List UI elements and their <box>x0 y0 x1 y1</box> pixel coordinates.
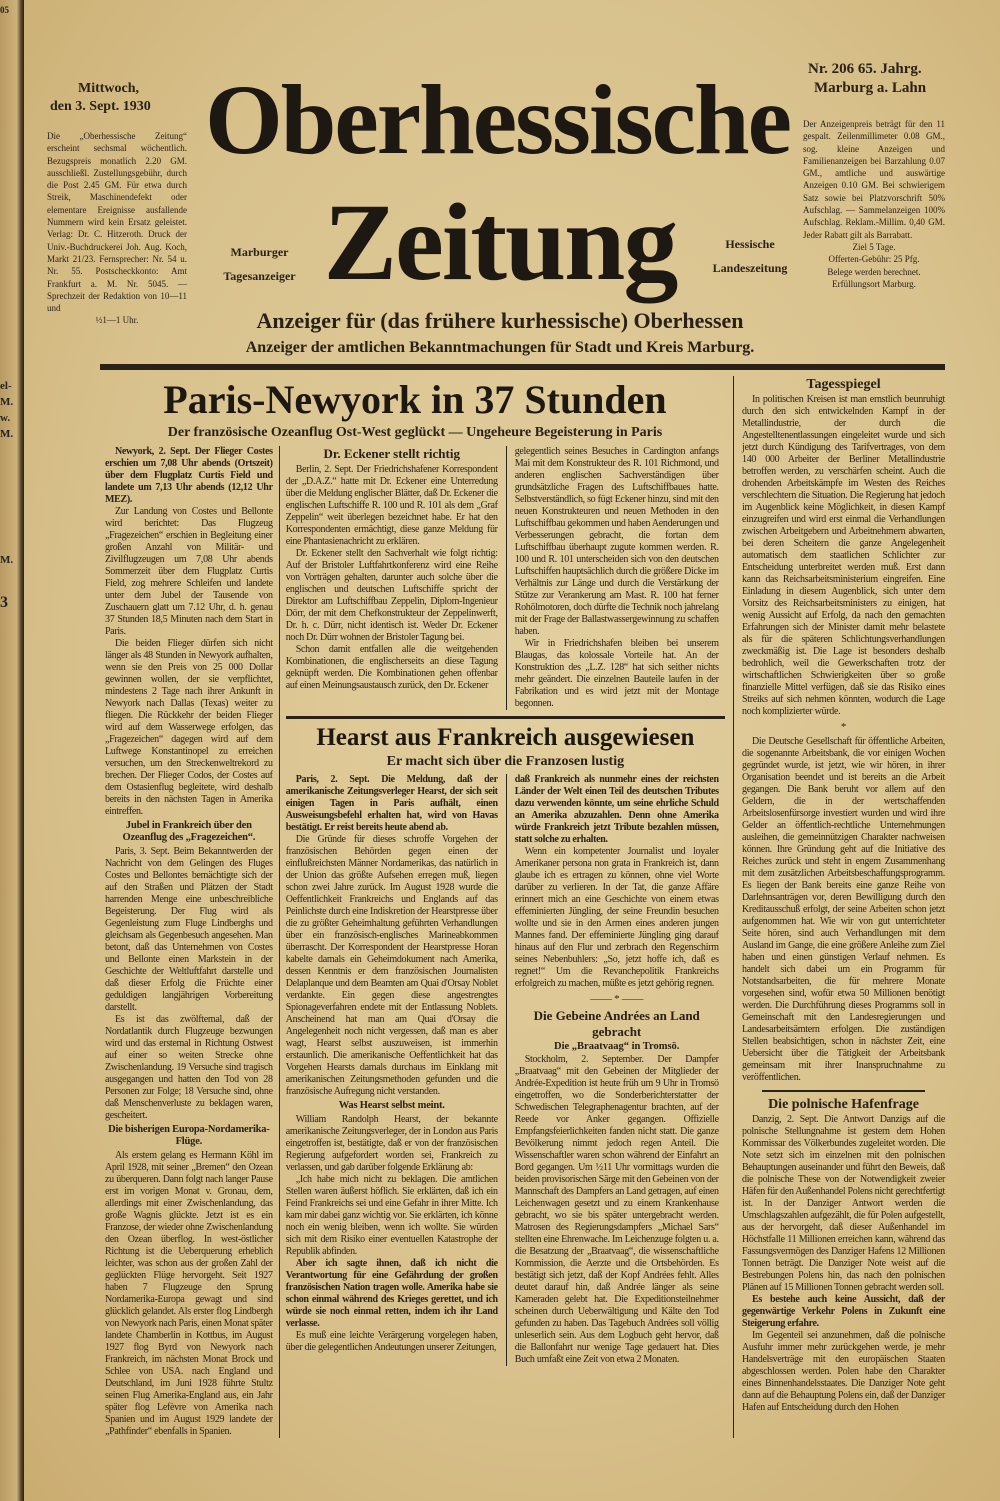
main-content <box>105 376 945 1438</box>
separator-star: —— * —— <box>590 993 644 1005</box>
tagline-official: Anzeiger der amtlichen Bekanntmachungen für Stadt und Kreis Marburg. <box>245 339 755 356</box>
lead-article-column: Newyork, 2. Sept. Der Flieger Costes erschien um 7,08 Uhr abends (Ortszeit) über dem Flugplatz Curtis Field und landete um 7,13 Uhr abends (12,12 Uhr MEZ). Zur Landung von Costes und Bellonte wird berichtet: Das Flugzeug „Fragezeichen“ erschien in Begleitung einer großen Anzahl von Militär- und Zivilflugzeugen um 7,08 Uhr abends Sommerzeit über dem Flugplatz Curtis Field, zog mehrere Schleifen und landete unter dem Jubel der Tausende von Zuschauern glatt um 7.12 Uhr, d. h. genau 37 Stunden 18,5 Minuten nach dem Start in Paris. Die beiden Flieger dürfen sich nicht länger als 48 Stunden in Newyork aufhalten, wenn sie den Preis von 25 000 Dollar gewinnen wollen, der sie verpflichtet, mindestens 2 Tage nach ihrer Ankunft in Newyork nach Dallas (Texas) weiter zu fliegen. Die Rückkehr der beiden Flieger wird auf dem Wasserwege erfolgen, das „Fragezeichen“ dagegen wird auf dem Luftwege Konstantinopel zu erreichen versuchen, um den Streckenweltrekord zu brechen. Der Flieger Codos, der Costes auf dem Ostasienflug begleitete, wird deshalb bereits in den nächsten Tagen in Amerika eintreffen. Jubel in Frankreich über den Ozeanflug des „Fragezeichen“. Paris, 3. Sept. Beim Bekanntwerden der Nachricht von dem Gelingen des Fluges Costes und Bellontes bemächtigte sich der auf den Straßen und Plätzen der Stadt harrenden Menge eine unbeschreibliche Begeisterung. Der Flug wird als Gegenleistung zum Fluge Lindberghs und gleichsam als Gegenbesuch angesehen. Man betont, daß das Unternehmen von Costes und Bellonte einen Markstein in der Geschichte der Weltluftfahrt darstelle und daß dieser Erfolg die Früchte einer geduldigen langjährigen Vorbereitung darstellt. Es ist das zwölftemal, daß der Nordatlantik durch Flugzeuge bezwungen wird und das erstemal in Richtung Ostwest auf einer so weiten Strecke ohne Zwischenlandung. 19 Versuche sind tragisch ausgegangen und hatten den Tod von 28 Personen zur Folge; 18 Versuche sind, ohne daß Menschenverluste zu beklagen waren, gescheitert. Die bisherigen Europa-Nordamerika-Flüge. Als erstem gelang es Hermann Köhl im April 1928, mit seiner „Bremen“ den Ozean zu überqueren. Dann folgt nach langer Pause erst im vorigen Monat v. Gronau, dem, allerdings mit einer Zwischenlandung, das große Wagnis glückte. Jetzt ist es ein Franzose, der wieder ohne Zwischenlandung den Ozean überflog. In west-östlicher Richtung ist die Ueberquerung erheblich leichter, was schon aus der großen Zahl der geglückten Flüge hervorgeht. Seit 1927 haben 7 Flugzeuge den Sprung Nordamerika-Europa gewagt und sind glücklich gelandet. Als erster flog Lindbergh von Newyork nach Paris, einen Monat später landete Chamberlin in Kottbus, im August 1927 flog Byrd von Newyork nach Frankreich, im nächsten Monat Brock und Schlee von USA. nach England und Deutschland, im Juni 1928 führte Stultz seinen Flug Amerika-England aus, ein Jahr später flog Lefèvre von Amerika nach Spanien und im August 1929 landete der „Pathfinder“ ebenfalls in Spanien. <box>105 446 273 1437</box>
date: den 3. Sept. 1930 <box>50 99 151 114</box>
hafenfrage-article: Danzig, 2. Sept. Die Antwort Danzigs auf die polnische Stellungnahme ist gestern dem Hohen Kommissar des Völkerbundes zugeleitet worden. Die Note setzt sich im einzelnen mit den polnischen Behauptungen auseinander und führt den Beweis, daß die polnische These von der Notwendigkeit zweier Häfen für den Außenhandel Polens nicht gerechtfertigt ist. In der Danziger Antwort werden die Umschlagszahlen aufgezählt, die für Polen aufgestellt, aus der hervorgeht, daß dieser Außenhandel im Höchstfalle 11 Millionen erreichen kann, während das Fassungsvermögen des Danziger Hafens 12 Millionen Tonnen beträgt. Die Danziger Note weist auf die Bestrebungen Polens hin, das nach den polnischen Plänen auf 15 Millionen Tonnen gebracht werden soll. <box>742 1114 945 1293</box>
weekday: Mittwoch, <box>78 81 140 96</box>
lead-headline: Paris-Newyork in 37 Stunden <box>163 377 667 422</box>
eckener-article-col2: gelegentlich seines Besuches in Cardington anfangs Mai mit dem Konstrukteur des R. 101 Richmond, und anderen englischen Sachverständigen über grundsätzliche Fragen des Luftschiffbaues hatte. Selbstverständlich, so fügt Eckener hinzu, sind mit den neuen Konstrukteuren und neuen Methoden in den Luftschiffbau gekommen und haben Aenderungen und Verbesserungen gebracht, die fortan dem Luftschiffbau überhaupt zugute kommen werden. R. 100 und R. 101 unterscheiden sich von den deutschen Luftschiffen hauptsächlich durch die größere Dicke im Verhältnis zur Länge und durch die Verstärkung der Stütze zur Verankerung am Mast. R. 100 hat ferner Rohölmotoren, doch dürfte die Technik noch jahrelang mit der Frage der Ballastwassergewinnung zu schaffen haben. Wir in Friedrichshafen bleiben bei unserem Blaugas, das kolossale Vorteile hat. An der Konstruktion des „L.Z. 128“ hat sich seither nichts mehr geändert. Die einzelnen Bauteile laufen in der Fabrikation und es wird jetzt mit der Montage begonnen. <box>506 446 719 710</box>
date-box <box>50 80 200 116</box>
eckener-article-col1: Dr. Eckener stellt richtig Berlin, 2. Sept. Der Friedrichshafener Korrespondent der „D.A.Z.“ hatte mit Dr. Eckener eine Unterredung über die Meldung englischer Blätter, daß Dr. Eckener die englischen Luftschiffe R. 100 und R. 101 als dem „Graf Zeppelin“ weit überlegen bezeichnet habe. Er hat den Korrespondenten ermächtigt, diese ganze Meldung für eine Phantasienachricht zu erklären. Dr. Eckener stellt den Sachverhalt wie folgt richtig: Auf der Bristoler Luftfahrtkonferenz wird eine Reihe von Vorträgen gehalten, darunter auch solche über die englischen und deutschen Luftschiffe spricht der Direktor am Luftschiffbau Zeppelin, Diplom-Ingenieur Dörr, der mit dem Chefkonstrukteur der Zeppelinwerft, Dr. h. c. Dürr, nicht identisch ist. Weder Dr. Eckener noch Dr. Dürr wohnen der Bristoler Tagung bei. Schon damit entfallen alle die weitgehenden Kombinationen, die englischerseits an diese Tagung geknüpft werden. Die Kombinationen gehen offenbar auf einen Meinungsaustausch zurück, den Dr. Eckener <box>285 446 498 691</box>
tagesspiegel-article: In politischen Kreisen ist man ernstlich beunruhigt durch den sich entwickelnden Kampf in der Metallindustrie, der durch die Angestelltenentlassungen eingeleitet wurde und sich jetzt durch Kündigung des Tarifvertrages, von dem 140 000 Arbeiter der Berliner Metallindustrie betroffen werden, zu verschärfen scheint. Auch die drohenden Arbeitskämpfe im Westen des Reiches verschlechtern die Situation. Die Regierung hat jedoch im Augenblick keine Möglichkeit, in diesen Kampf einzugreifen und wird erst einmal die Verhandlungen zwischen Arbeitgebern und Arbeitnehmern abwarten, bei deren Scheitern die ganze Angelegenheit automatisch dem staatlichen Schlichter zur Entscheidung unterbreitet werden muß. Erst dann kann das Reichsarbeitsministerium eingreifen. Eine Einladung in diesem Augenblick, sich unter dem Vorsitz des Reichsarbeitsministers zu einigen, hat wenig Aussicht auf Erfolg, da nach den gemachten Erfahrungen sich der Minister damit mehr belastete als für die späteren Schlichtungsverhandlungen zweckmäßig ist. Die Lage ist besonders deshalb bedrohlich, weil die Gewerkschaften trotz der wirtschaftlichen Schwierigkeiten über so große finanzielle Mittel verfügen, daß sie das Risiko eines Streiks auf sich nehmen könnten, wodurch die Lage noch komplizierter würde. <box>742 394 945 717</box>
margin-fragment: M. <box>0 554 14 566</box>
masthead-title-line1: Oberhessische <box>204 64 791 175</box>
margin-fragment: w. <box>0 412 11 424</box>
margin-fragment: el- <box>0 380 12 392</box>
margin-fragment: M. <box>0 428 14 440</box>
hafenfrage-headline: Die polnische Hafenfrage <box>768 1097 919 1112</box>
tagline: Anzeiger für (das frühere kurhessische) Oberhessen <box>256 308 744 333</box>
margin-fragment: 3 <box>0 594 8 611</box>
subheading: Was Hearst selbst meint. <box>338 1100 445 1111</box>
adjacent-page-edge <box>0 0 24 1501</box>
masthead-rule <box>100 364 945 370</box>
hessische-landeszeitung: Hessische Landeszeitung <box>712 237 788 275</box>
subheading: Die bisherigen Europa-Nordamerika-Flüge. <box>108 1124 270 1147</box>
margin-fragment: 05 <box>0 5 9 15</box>
issue-box <box>808 60 948 98</box>
masthead-title-line2: Zeitung <box>323 181 677 303</box>
marburger-tagesanzeiger: Marburger Tagesanzeiger <box>223 245 296 283</box>
place: Marburg a. Lahn <box>814 80 927 96</box>
eckener-article <box>286 446 725 710</box>
andree-subhead: Die „Braatvaag“ in Tromsö. <box>554 1041 680 1052</box>
issue-number: Nr. 206 65. Jahrg. <box>808 61 922 77</box>
hearst-subhead: Er macht sich über die Franzosen lustig <box>386 754 625 769</box>
separator-star: * <box>840 721 847 733</box>
section-rule <box>762 1090 925 1092</box>
subheading: Jubel in Frankreich über den Ozeanflug des „Fragezeichen“. <box>122 820 256 843</box>
subscription-info: Die „Oberhessische Zeitung“ erscheint sechsmal wöchentlich. Bezugspreis monatlich 2.20 GM. ausschließl. Zustellungsgebühr, durch die Post 2.45 GM. Für etwa durch Streik, Maschinendefekt oder elementare Ereignisse ausfallende Nummern wird kein Ersatz geleistet. Verlag: Dr. C. Hitzeroth. Druck der Univ.-Buchdruckerei Joh. Aug. Koch, Markt 21/23. Fernsprecher: Nr. 54 u. Nr. 55. Postscheckkonto: Amt Frankfurt a. M. Nr. 5045. — Sprechzeit der Redaktion von 10—11 und ½1—1 Uhr. <box>47 131 187 326</box>
margin-fragment: M. <box>0 396 14 408</box>
andree-article: Stockholm, 2. September. Der Dampfer „Braatvaag“ mit den Gebeinen der Mitglieder der Andrée-Expedition ist heute früh um 9 Uhr in Tromsö eingetroffen, wo die Sonderberichterstatter der Schwedischen Telegraphenagentur brachten, auf der Reede vor Anker gegangen. Offizielle Empfangsfeierlichkeiten fanden nicht statt. Die ganze Bevölkerung nimmt jedoch regen Anteil. Die Wissenschaftler waren schon während der Einfahrt an Bord gegangen. Um ½11 Uhr vormittags wurden die beiden provisorischen Särge mit den Gebeinen von der Mannschaft des Dampfers an Land getragen, auf einen Leichenwagen gesetzt und zu einem Krankenhause gebracht, wo sie bis später untergebracht werden. Matrosen des Regierungsdampfers „Michael Sars“ stellten eine Ehrenwache. Im Leichenzuge folgten u. a. die Besatzung der „Braatvaag“, die wissenschaftliche Kommission, die Aerzte und die Ortsbehörden. Es bestätigt sich jetzt, daß der Kopf Andrées fehlt. Alles deutet darauf hin, daß Andrée länger als seine Kameraden gelebt hat. Die Expeditionsteilnehmer scheinen durch Ueberwältigung und Kälte den Tod gefunden zu haben. Das Tagebuch Andrées soll völlig unleserlich sein. Aus dem Logbuch geht hervor, daß die Ballonfahrt nur wenige Tage gedauert hat. Dies Buch umfaßt eine Zeit von etwa 2 Monaten. <box>514 1054 719 1365</box>
eckener-headline: Dr. Eckener stellt richtig <box>323 446 460 461</box>
section-rule <box>286 716 725 719</box>
hearst-article-col1: Paris, 2. Sept. Die Meldung, daß der amerikanische Zeitungsverleger Hearst, der sich seit einigen Tagen in Paris aufhält, einen Ausweisungsbefehl erhalten hat, wird von Havas bestätigt. Er reist bereits heute abend ab. Die Gründe für dieses schroffe Vorgehen der französischen Behörden gegen einen der einflußreichsten Männer Nordamerikas, das natürlich in der Union das größte Aufsehen erregen muß, liegen schon zwei Jahre zurück. Im August 1928 wurde die Oeffentlichkeit Frankreichs und Englands auf das Peinlichste durch eine Indiskretion der Hearstpresse über die zu größter Geheimhaltung geführten Verhandlungen über ein französisch-englisches Marineabkommen überrascht. Der Korrespondent der Hearstpresse Horan kabelte damals ein Geheimdokument nach Amerika, dessen Kenntnis er dem französischen Journalisten Delaplanque und dem Beamten am Quai d'Orsay Noblet verdankte. Ein gegen diese angestrengtes Spionageverfahren endete mit der Entlassung Noblets. Anscheinend hat man am Quai d'Orsay die Angelegenheit noch nicht vergessen, daß man es aber wagt, Hearst selbst auszuweisen, ist immerhin erstaunlich. Die amerikanische Oeffentlichkeit hat das Vorgehen Hearsts damals durchaus im Einklang mit amerikanischen Zeitungsmethoden gefunden und die französische Aufregung nicht verstanden. Was Hearst selbst meint. William Randolph Hearst, der bekannte amerikanische Zeitungsverleger, der in London aus Paris eingetroffen ist, bestätigte, daß er von der französischen Regierung aufgefordert worden sei, Frankreich zu verlassen, und gab darüber folgende Erklärung ab: „Ich habe mich nicht zu beklagen. Die amtlichen Stellen waren äußerst höflich. Sie erklärten, daß ich ein Feind Frankreichs sei und eine Gefahr in ihrer Mitte. Ich kam mir dabei ganz wichtig vor. Sie erklärten, ich könne noch ein wenig bleiben, wenn ich wollte. Sie würden sich mit dem Risiko einer eventuellen Katastrophe der Republik abfinden. Aber ich sagte ihnen, daß ich nicht die Verantwortung für eine Gefährdung der großen französischen Nation tragen wolle. Amerika habe sie schon einmal während des Krieges gerettet, und ich würde sie noch einmal retten, indem ich ihr Land verlasse. Es muß eine leichte Verärgerung vorgelegen haben, über die gelegentlichen Andeutungen unserer Zeitungen, <box>285 774 498 1353</box>
advertising-rates: Der Anzeigenpreis beträgt für den 11 gespalt. Zeilenmillimeter 0.08 GM., sog. kleine Anzeigen und Familienanzeigen bei Barzahlung 0.07 GM., amtliche und auswärtige Anzeigen 0.10 GM. Bei schwierigem Satz sowie bei Platzvorschrift 50% Aufschlag. — Sammelanzeigen 100% Aufschlag. Reklam.-Millim. 0,40 GM. Jeder Rabatt gilt als Barrabatt. Ziel 5 Tage. Offerten-Gebühr: 25 Pfg. Belege werden berechnet. Erfüllungsort Marburg. <box>803 119 945 289</box>
lead-subhead: Der französische Ozeanflug Ost-West geglückt — Ungeheure Begeisterung in Paris <box>167 425 663 440</box>
andree-headline: Die Gebeine Andrées an Land gebracht <box>533 1008 700 1039</box>
right-column: Tagesspiegel In politischen Kreisen ist man ernstlich beunruhigt durch den sich entwickelnden Kampf in der Metallindustrie, der durch die Angestelltenentlassungen eingeleitet wurde und sich jetzt durch Kündigung des Tarifvertrages, von dem 140 000 Arbeiter der Berliner Metallindustrie betroffen werden, zu verschärfen scheint. Auch die drohenden Arbeitskämpfe im Westen des Reiches verschlechtern die Situation. Die Regierung hat jedoch im Augenblick keine Möglichkeit, in diesen Kampf einzugreifen und wird erst einmal die Verhandlungen zwischen Arbeitgebern und Arbeitnehmern abwarten, bei deren Scheitern die ganze Angelegenheit automatisch dem staatlichen Schlichter zur Entscheidung unterbreitet werden muß. Erst dann kann das Reichsarbeitsministerium eingreifen. Eine Einladung in diesem Augenblick, sich unter dem Vorsitz des Reichsarbeitsministers zu einigen, hat wenig Aussicht auf Erfolg, da nach den gemachten Erfahrungen sich der Minister damit mehr belastete als für die späteren Schlichtungsverhandlungen zweckmäßig ist. Die Lage ist besonders deshalb bedrohlich, weil die Gewerkschaften trotz der wirtschaftlichen Schwierigkeiten über so große finanzielle Mittel verfügen, daß sie das Risiko eines Streiks auf sich nehmen könnten, wodurch die Lage noch komplizierter würde. * Die Deutsche Gesellschaft für öffentliche Arbeiten, die sogenannte Arbeitsbank, die vor einigen Wochen gegründet wurde, ist jetzt, wie wir hören, in ihrer Organisation beendet und ist bereits an die Arbeit gegangen. Die Bank beruht vor allem auf den Geldern, die in der wertschaffenden Arbeitslosenfürsorge investiert wurden und wird ihre Gelder an öffentlich-rechtliche Unternehmungen ausleihen, die gemeinnützigen Charakter nachweisen können. Ihre Gründung geht auf die Initiative des Reiches zurück und steht in engem Zusammenhang mit dem zusätzlichen Arbeitsbeschaffungsprogramm. Es liegen der Bank bereits eine ganze Reihe von Darlehnsanträgen vor, deren Bewilligung durch den Kreditausschuß erfolgt, der seine Arbeiten schon jetzt aufgenommen hat. Wie wir von gut unterrichteter Seite hören, sind auch Verhandlungen mit dem Ausland im Gange, die eine größere Anleihe zum Ziel haben und einen günstigen Verlauf nehmen. Es handelt sich dabei um ein Programm für Notstandsarbeiten, die für mehrere Monate vorgesehen sind, wofür etwa 50 Millionen benötigt werden. Die Durchführung dieses Programms soll in Gemeinschaft mit den Landesregierungen und Landesarbeitsämtern erfolgen. Die zuständigen Stellen beabsichtigen, schon in nächster Zeit, eine Uebersicht über die Tätigkeit der Arbeitsbank gemeinsam mit ihrer Inanspruchnahme zu veröffentlichen. Die polnische Hafenfrage Danzig, 2. Sept. Die Antwort Danzigs auf die polnische Stellungnahme ist gestern dem Hohen Kommissar des Völkerbundes zugeleitet worden. Die Note setzt sich im einzelnen mit den polnischen Behauptungen auseinander und führt den Beweis, daß die polnische These von der Notwendigkeit zweier Häfen für den Außenhandel Polens nicht gerechtfertigt ist. In der Danziger Antwort werden die Umschlagszahlen aufgezählt, die für Polen aufgestellt, aus der hervorgeht, daß dieser Außenhandel im Höchstfalle 11 Millionen erreichen kann, während das Fassungsvermögen des Danziger Hafens 12 Millionen Tonnen beträgt. Die Danziger Note weist auf die Bestrebungen Polens hin, das nach den polnischen Plänen auf 15 Millionen Tonnen gebracht werden soll. Es bestehe auch keine Aussicht, daß der gegenwärtige Verkehr Polens in Zukunft eine Steigerung erfahre. Im Gegenteil sei anzunehmen, daß die polnische Ausfuhr immer mehr zurückgehen werde, je mehr Handelsverträge mit den europäischen Staaten abgeschlossen werden. Polen habe den Charakter eines Binnenhandelsstaates. Die Danziger Note geht dann auf die Behauptung Polens ein, daß der Danziger Hafen auf Entscheidung durch den Hohen <box>733 376 945 1438</box>
left-section <box>105 376 725 1438</box>
tagesspiegel-headline: Tagesspiegel <box>806 377 881 392</box>
hearst-andree-column: daß Frankreich als nunmehr eines der reichsten Länder der Welt einen Teil des deutschen Tributes dazu verwenden könnte, um seine ehrliche Schuld an Amerika abzuzahlen. Denn ohne Amerika würde Frankreich jetzt Tribute bezahlen müssen, statt solche zu erhalten. Wenn ein kompetenter Journalist und loyaler Amerikaner persona non grata in Frankreich ist, dann glaube ich es ertragen zu können, ohne viel Worte darüber zu verlieren. In der Tat, die ganze Affäre erinnert mich an eine Geschichte von einem etwas effeminierten Jüngling, der seine Freundin besuchen wollte und sie in den Armen eines anderen jungen Mannes fand. Der effeminierte Jüngling ging darauf hinaus auf den Flur und zerbrach den Regenschirm seines Nebenbuhlers: „So, jetzt hoffe ich, daß es regnet!“ Um die Revanchepolitik Frankreichs erfolgreich zu machen, müßte es jetzt gehörig regnen. —— * —— Die Gebeine Andrées an Land gebracht Die „Braatvaag“ in Tromsö. Stockholm, 2. September. Der Dampfer „Braatvaag“ mit den Gebeinen der Mitglieder der Andrée-Expedition ist heute früh um 9 Uhr in Tromsö eingetroffen, wo die Sonderberichterstatter der Schwedischen Telegraphenagentur brachten, auf der Reede vor Anker gegangen. Offizielle Empfangsfeierlichkeiten fanden nicht statt. Die ganze Bevölkerung nimmt jedoch regen Anteil. Die Wissenschaftler waren schon während der Einfahrt an Bord gegangen. Um ½11 Uhr vormittags wurden die beiden provisorischen Särge mit den Gebeinen von der Mannschaft des Dampfers an Land getragen, auf einen Leichenwagen gesetzt und zu einem Krankenhause gebracht, wo sie bis später untergebracht werden. Matrosen des Regierungsdampfers „Michael Sars“ stellten eine Ehrenwache. Im Leichenzuge folgten u. a. die Besatzung der „Braatvaag“, die wissenschaftliche Kommission, die Aerzte und die Ortsbehörden. Es bestätigt sich jetzt, daß der Kopf Andrées fehlt. Alles deutet darauf hin, daß Andrée länger als seine Kameraden gelebt hat. Die Expeditionsteilnehmer scheinen durch Ueberwältigung und Kälte den Tod gefunden zu haben. Das Tagebuch Andrées soll völlig unleserlich sein. Aus dem Logbuch geht hervor, daß die Ballonfahrt nur wenige Tage gedauert hat. Dies Buch umfaßt eine Zeit von etwa 2 Monaten. <box>506 774 719 1366</box>
hearst-headline: Hearst aus Frankreich ausgewiesen <box>316 724 695 751</box>
